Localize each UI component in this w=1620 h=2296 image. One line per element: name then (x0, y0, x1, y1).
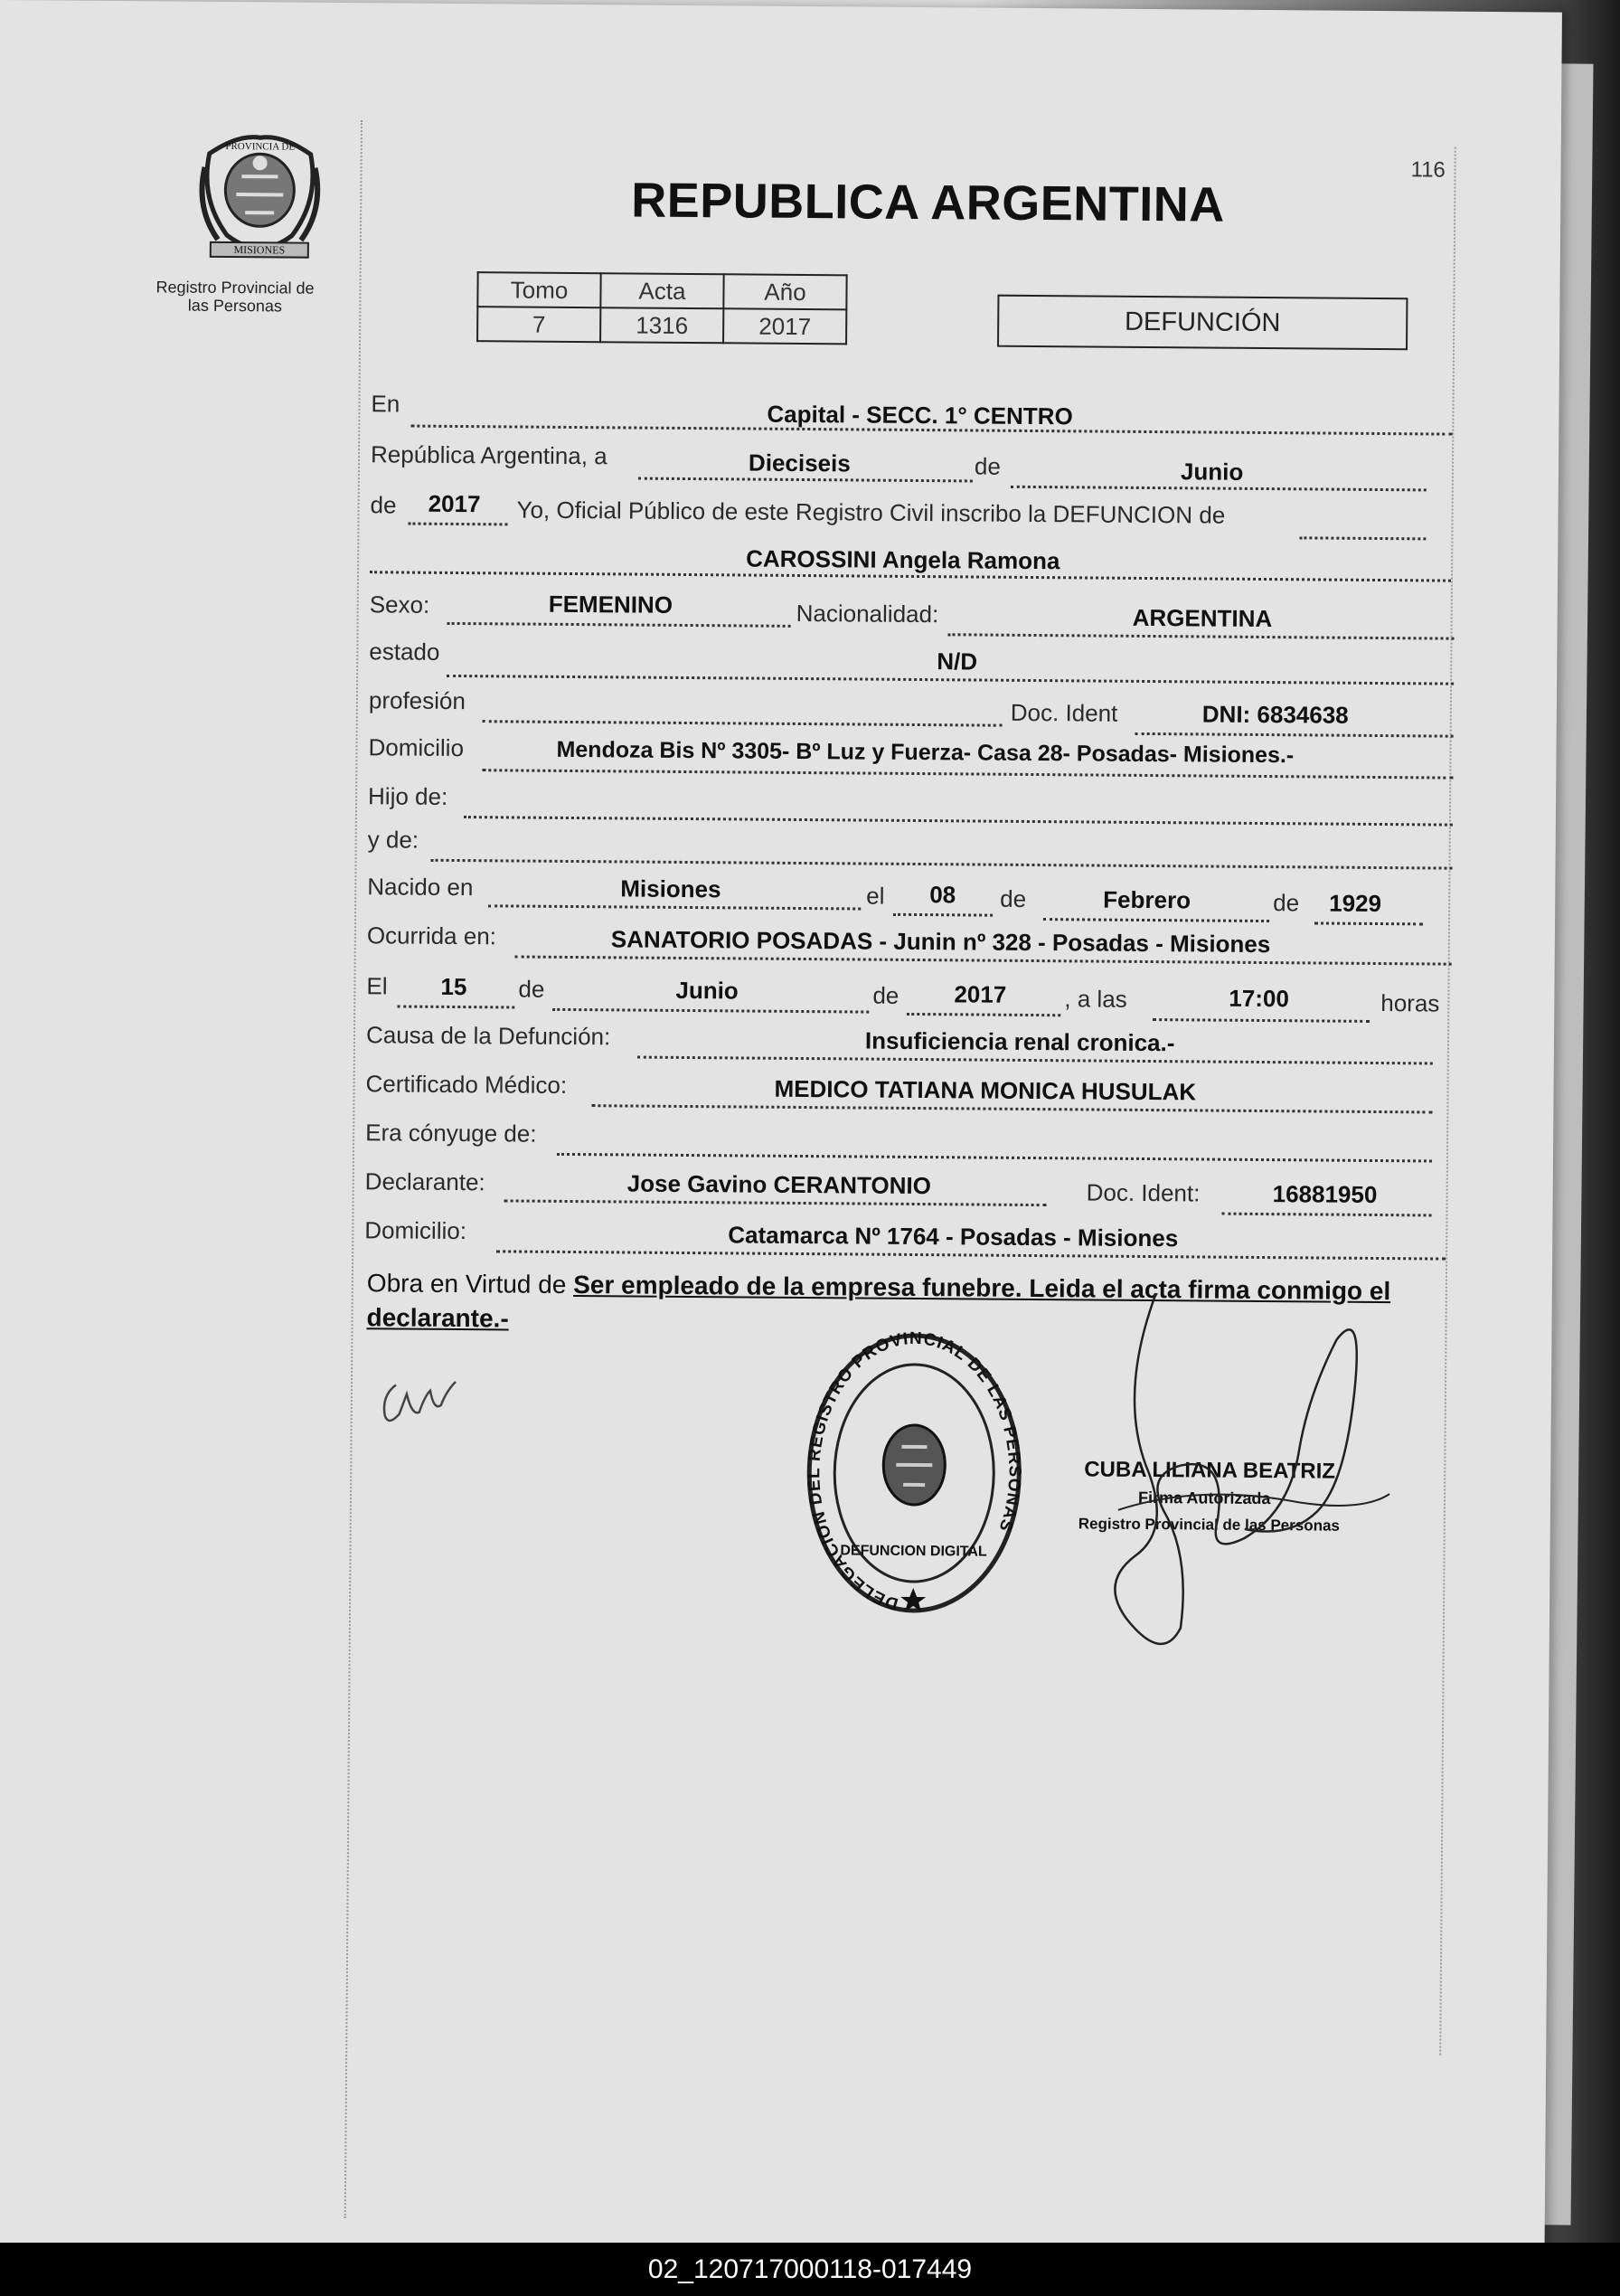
birth-day-value: 08 (929, 881, 956, 909)
emblem-motto: MISIONES (233, 243, 286, 257)
el-label-2: El (366, 972, 388, 1000)
emblem-top-text: PROVINCIA DE (225, 140, 296, 153)
doc-ident-dotted-line (1135, 732, 1454, 738)
death-month-value: Junio (675, 976, 739, 1005)
ocurrida-label: Ocurrida en: (366, 921, 497, 950)
domicilio-value: Mendoza Bis Nº 3305- Bº Luz y Fuerza- Casa 28- Posadas- Misiones.- (556, 736, 1295, 769)
nacido-label: Nacido en (367, 873, 474, 902)
certificado-value: MEDICO TATIANA MONICA HUSULAK (774, 1074, 1197, 1106)
misiones-coat-of-arms-emblem (191, 127, 329, 263)
hijo-de-label: Hijo de: (367, 782, 448, 810)
birth-year-value: 1929 (1329, 889, 1382, 918)
day-dotted-line (638, 477, 973, 483)
de-label-3: de (1000, 884, 1027, 912)
ocurrida-value: SANATORIO POSADAS - Junin nº 328 - Posadas - Misiones (610, 925, 1271, 959)
certificado-label: Certificado Médico: (365, 1070, 568, 1099)
de-label-2: de (370, 491, 397, 519)
nacido-dotted-line (488, 904, 861, 910)
sexo-dotted-line (447, 622, 791, 628)
signer-institution: Registro Provincial de las Personas (1078, 1515, 1340, 1535)
official-stamp (801, 1328, 1027, 1618)
declarante-value: Jose Gavino CERANTONIO (626, 1169, 932, 1200)
horas-label: horas (1380, 989, 1440, 1017)
death-day-value: 15 (440, 972, 467, 1001)
nacionalidad-label: Nacionalidad: (796, 599, 939, 628)
estado-label: estado (369, 638, 440, 666)
record-type-box: DEFUNCIÓN (997, 295, 1408, 351)
birth-month-value: Febrero (1103, 885, 1191, 914)
declarante-domicilio-dotted-line (496, 1250, 1446, 1260)
causa-dotted-line (637, 1056, 1433, 1065)
year-value: 2017 (428, 489, 481, 518)
en-label: En (371, 390, 400, 418)
death-month-dotted-line (552, 1008, 869, 1014)
reference-table (476, 271, 848, 345)
nacionalidad-value: ARGENTINA (1132, 603, 1273, 633)
a-las-label: , a las (1064, 985, 1127, 1013)
conyuge-dotted-line (557, 1153, 1432, 1163)
stamp-ring-text: DELEGACION DEL REGISTRO PROVINCIAL DE LAS PERSONAS (805, 1328, 1024, 1613)
sexo-value: FEMENINO (548, 590, 673, 619)
death-day-dotted-line (397, 1005, 514, 1008)
handwritten-initials (376, 1359, 476, 1432)
doc-ident-value: DNI: 6834638 (1201, 700, 1349, 729)
domicilio-dotted-line (482, 769, 1453, 779)
tomo-header: Tomo (477, 272, 600, 307)
y-de-label: y de: (367, 826, 419, 854)
republica-label: República Argentina, a (370, 440, 608, 470)
profesion-dotted-line (483, 720, 1003, 727)
birth-day-dotted-line (893, 913, 993, 917)
stamp-inner-text: DEFUNCION DIGITAL (840, 1543, 987, 1560)
official-dotted-line (1299, 536, 1426, 540)
declarante-doc-value: 16881950 (1272, 1180, 1378, 1209)
domicilio-label: Domicilio (368, 733, 465, 762)
year-dotted-line (408, 523, 507, 526)
declarante-doc-dotted-line (1221, 1213, 1431, 1217)
official-statement: Yo, Oficial Público de este Registro Civil inscribo la DEFUNCION de (516, 496, 1226, 529)
conyuge-label: Era cónyuge de: (365, 1119, 537, 1148)
death-time-value: 17:00 (1229, 984, 1289, 1013)
declarante-doc-label: Doc. Ident: (1086, 1178, 1201, 1207)
de-label-4: de (1273, 889, 1300, 917)
de-label-1: de (974, 452, 1002, 480)
death-year-dotted-line (907, 1013, 1060, 1016)
acta-header: Acta (600, 273, 723, 308)
anio-header: Año (723, 274, 846, 309)
signer-name: CUBA LILIANA BEATRIZ (1084, 1457, 1336, 1484)
nacionalidad-dotted-line (948, 633, 1455, 639)
doc-ident-label: Doc. Ident (1010, 698, 1118, 727)
month-dotted-line (1011, 486, 1427, 492)
anio-value: 2017 (723, 308, 846, 344)
death-year-value: 2017 (954, 980, 1007, 1008)
hijo-de-dotted-line (464, 816, 1453, 827)
registry-line-2: las Personas (187, 296, 282, 316)
registry-line-1: Registro Provincial de (155, 278, 315, 298)
day-text-value: Dieciseis (748, 449, 851, 477)
sexo-label: Sexo: (369, 591, 430, 619)
estado-dotted-line (447, 675, 1454, 685)
causa-label: Causa de la Defunción: (365, 1021, 611, 1051)
month-text-value: Junio (1180, 458, 1244, 486)
place-value: Capital - SECC. 1° CENTRO (767, 400, 1073, 430)
birth-year-dotted-line (1314, 921, 1423, 925)
registry-name (155, 278, 314, 315)
declarante-label: Declarante: (364, 1167, 485, 1196)
causa-value: Insuficiencia renal cronica.- (864, 1026, 1175, 1057)
nacido-value: Misiones (620, 874, 721, 903)
certificado-dotted-line (591, 1104, 1432, 1113)
obra-value: Ser empleado de la empresa funebre. Leida el acta firma conmigo el declarante.- (366, 1271, 1391, 1333)
signer-role: Firma Autorizada (1137, 1488, 1271, 1508)
profesion-label: profesión (368, 686, 466, 715)
el-label: el (866, 882, 885, 910)
handwritten-signature (1063, 1283, 1409, 1675)
ocurrida-dotted-line (515, 956, 1452, 966)
declarante-dotted-line (504, 1199, 1047, 1206)
de-label-6: de (872, 981, 899, 1009)
estado-value: N/D (937, 647, 978, 676)
obra-label: Obra en Virtud de (366, 1269, 567, 1299)
tomo-value: 7 (477, 307, 600, 342)
de-label-5: de (518, 975, 545, 1003)
declarante-domicilio-value: Catamarca Nº 1764 - Posadas - Misiones (728, 1221, 1179, 1252)
page-number: 116 (1410, 157, 1446, 183)
country-title: REPUBLICA ARGENTINA (631, 173, 1225, 232)
declarante-domicilio-label: Domicilio: (364, 1216, 467, 1245)
time-dotted-line (1153, 1018, 1370, 1023)
deceased-name: CAROSSINI Angela Ramona (746, 544, 1060, 575)
left-margin-rule (344, 120, 363, 2218)
reference-header-row (477, 272, 846, 309)
reference-value-row (477, 307, 846, 344)
y-de-dotted-line (431, 859, 1453, 870)
acta-value: 1316 (600, 307, 723, 343)
birth-month-dotted-line (1043, 918, 1269, 922)
document-code-footer: 02_120717000118-017449 (0, 2243, 1620, 2296)
